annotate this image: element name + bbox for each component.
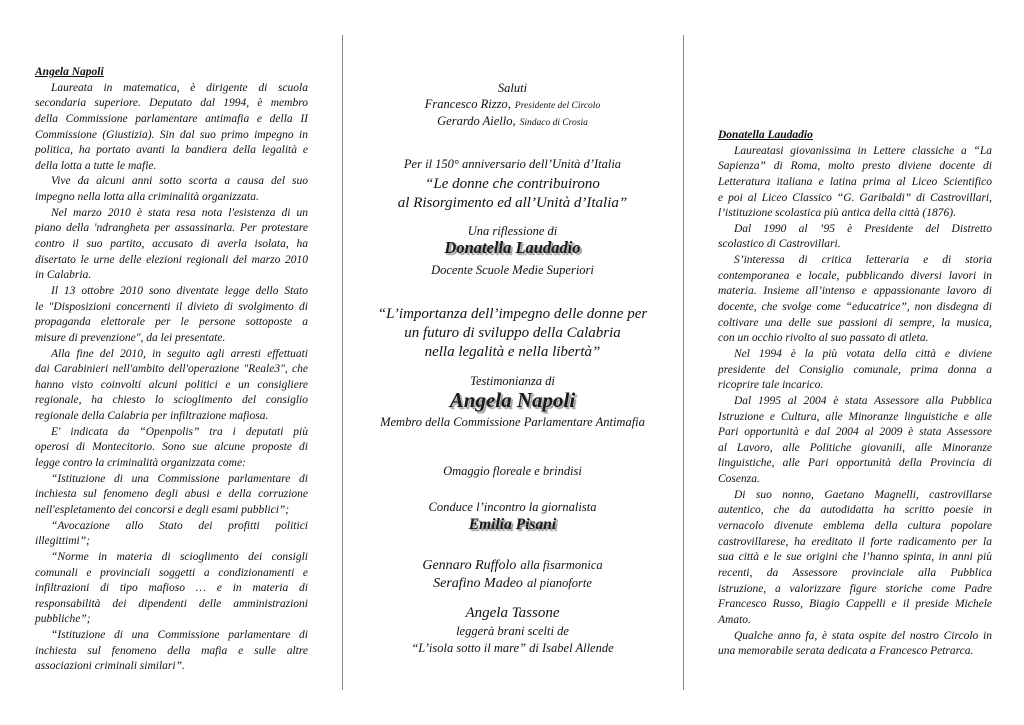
text-line: vernacolo divenute emblema della cultura popolare: [718, 520, 992, 533]
greetings-title: Saluti: [497, 81, 528, 95]
text-line: associazioni criminali similari”.: [35, 660, 185, 673]
musician-instrument: alla fisarmonica: [520, 558, 603, 572]
testimony-speaker-name: Angela Napoli: [449, 388, 576, 412]
text-line: secondaria superiore. Deputato dal 1994, è membro: [35, 97, 308, 110]
text-line: le "Disposizioni concernenti il divieto di svolgimento di: [35, 300, 308, 313]
text-line: comunali e provinciali soggetti a condizionamenti e: [35, 566, 308, 579]
greeting-speaker: [342, 95, 683, 113]
paragraph: [35, 206, 308, 284]
speaker-role: Presidente del Circolo: [514, 101, 601, 111]
speaker-name: Gerardo Aiello,: [437, 114, 516, 128]
moderator-name: Emilia Pisani: [468, 516, 557, 533]
reflection-speaker-role: Docente Scuole Medie Superiori: [431, 263, 594, 277]
musician-line: [342, 555, 683, 575]
paragraph: [35, 425, 308, 472]
biography-heading: Donatella Laudadio: [718, 129, 813, 141]
text-line: Laureatasi giovanissima in Lettere classiche a “La: [734, 144, 992, 157]
text-line: misure di prevenzione", da lei presentate.: [35, 331, 226, 344]
speaker-role: Sindaco di Crosia: [519, 118, 588, 128]
text-line: regionale, ha chiesto lo scioglimento del consiglio: [35, 394, 308, 407]
paragraph: [35, 347, 308, 425]
event-title-line: “Le donne che contribuirono: [425, 176, 600, 192]
text-line: contemporanea e locale, pubblicando diversi lavori in: [718, 269, 992, 282]
text-line: propaganda elettorale per le persone sottoposte a: [35, 316, 308, 329]
text-line: in Calabria.: [35, 269, 92, 282]
text-line: Nel marzo 2010 è stata resa nota l'esistenza di un: [51, 206, 308, 219]
text-line: ricoprire tale incarico.: [718, 379, 824, 392]
text-line: docente, che svolge come “educatrice”, non disdegna di: [718, 301, 992, 314]
text-line: impegno nella lotta alla criminalità organizzata.: [35, 191, 259, 204]
paragraph: [718, 629, 992, 660]
text-line: illegittimi”;: [35, 535, 90, 548]
text-line: istruzione, a valorizzare figure storiche come Padre: [718, 582, 992, 595]
text-line: recenti, da Assessore provinciale alla Pubblica: [718, 566, 992, 579]
panel-donatella-laudadio-biography: [718, 128, 992, 660]
paragraph: [35, 519, 308, 550]
text-line: Laureata in matematica, è dirigente di scuola: [51, 81, 308, 94]
musician-instrument: al pianoforte: [526, 576, 592, 590]
paragraph: [35, 174, 308, 205]
text-line: responsabilità dei dipendenti delle amministrazioni: [35, 597, 308, 610]
text-line: regionale della Calabria per infiltrazione mafiosa.: [35, 410, 269, 423]
panel-angela-napoli-biography: [35, 65, 308, 675]
text-line: Vive da alcuni anni sotto scorta a causa del suo: [51, 175, 308, 188]
paragraph: [718, 488, 992, 629]
biography-heading: Angela Napoli: [35, 66, 104, 78]
paragraph: [718, 144, 992, 222]
text-line: Di suo nonno, Gaetano Magnelli, castrovillarse: [734, 488, 992, 501]
testimony-intro: Testimonianza di: [470, 374, 555, 388]
text-line: legge contro la criminalità organizzata come:: [35, 457, 246, 470]
paragraph: [35, 628, 308, 675]
reading-work: “L’isola sotto il mare” di Isabel Allende: [411, 641, 614, 655]
text-line: contro il suo partito, accusato di averla isolata, ha: [35, 238, 308, 251]
reflection-title-line: “L’importanza dell’impegno delle donne per: [377, 306, 648, 322]
text-line: politica, ha portato avanti la bandiera della legalità e: [35, 144, 308, 157]
paragraph: [35, 550, 308, 628]
paragraph: [718, 222, 992, 253]
text-line: Cosenza.: [718, 473, 760, 486]
text-line: Qualche anno fa, è stata ospite del nostro Circolo in: [734, 629, 992, 642]
text-line: della Commissione parlamentare antimafia e della II: [35, 112, 308, 125]
text-line: Sapienza” di Roma, molto presto diviene docente di: [718, 160, 992, 173]
text-line: Alla fine del 2010, in seguito agli arresti effettuati: [51, 347, 308, 360]
text-line: piano della 'ndrangheta per assassinarla. Per protestare: [35, 222, 308, 235]
text-line: Pari opportunità e dal 2004 al 2009 è stata Assessore: [718, 426, 992, 439]
text-line: Letteratura italiana e latina prima al Liceo Scientifico: [718, 175, 992, 188]
paragraph: [718, 253, 992, 347]
reading-action: leggerà brani scelti de: [456, 624, 569, 638]
text-line: nell'espletamento dei concorsi e degli esami pubblici”;: [35, 503, 290, 516]
fold-divider-right: [683, 35, 684, 690]
paragraph: [718, 347, 992, 394]
text-line: inchiesta sul fenomeno della mafia e sulle altre: [35, 644, 308, 657]
text-line: materia. Insieme all’intenso e appassionante lavoro di: [718, 285, 992, 298]
text-line: infiltrazioni di tipo mafioso … e in materia di: [35, 582, 308, 595]
event-title-line: al Risorgimento ed all’Unità d’Italia”: [397, 195, 628, 211]
occasion-line: Per il 150° anniversario dell’Unità d’Italia: [403, 157, 622, 171]
text-line: Istruzione e Cultura, alle Minoranze linguistiche e alle: [718, 410, 992, 423]
paragraph: [35, 284, 308, 347]
text-line: della lotta a tutte le mafie.: [35, 159, 157, 172]
text-line: “Avocazione allo Stato dei profitti politici: [51, 519, 308, 532]
text-line: Commissione (Giustizia). Sin dal suo primo impegno in: [35, 128, 308, 141]
text-line: “Istituzione di una Commissione parlamentare di: [51, 629, 308, 642]
testimony-speaker-role: Membro della Commissione Parlamentare Antimafia: [380, 415, 645, 429]
text-line: una memorabile serata dedicata a Francesco Petrarca.: [718, 645, 974, 658]
text-line: Il 13 ottobre 2010 sono diventate legge dello Stato: [51, 284, 308, 297]
paragraph: [35, 81, 308, 175]
text-line: l’istituzione scolastica più antica della città (1876).: [718, 207, 956, 220]
text-line: scolastico di Castrovillari.: [718, 238, 841, 251]
speaker-name: Francesco Rizzo,: [424, 97, 511, 111]
musician-name: Gennaro Ruffolo: [422, 558, 517, 573]
moderator-intro: Conduce l’incontro la giornalista: [428, 500, 597, 514]
text-line: disertato le urne delle elezioni regionali del marzo 2010: [35, 253, 308, 266]
text-line: pubbliche”;: [35, 613, 91, 626]
text-line: Francesco Russo, Biagio Cappelli e il preside Michele: [718, 598, 992, 611]
text-line: sua città e le sue origini che l’hanno spinta, in anni più: [718, 551, 992, 564]
text-line: Nel 1994 è la più votata della città e diviene: [734, 347, 992, 360]
greeting-speaker: [342, 112, 683, 130]
tribute-line: Omaggio floreale e brindisi: [443, 464, 582, 478]
text-line: autentico, che da autodidatta ha scritto poesie in: [718, 504, 992, 517]
reader-name: Angela Tassone: [465, 605, 560, 621]
musician-line: [342, 573, 683, 593]
reflection-speaker-name: Donatella Laudadio: [444, 238, 581, 257]
text-line: con un occhio rivolto al suo passato di atleta.: [718, 332, 929, 345]
reflection-title-line: nella legalità e nella libertà”: [424, 344, 601, 360]
text-line: “Norme in materia di scioglimento dei consigli: [51, 550, 308, 563]
text-line: coltivare una delle sue passioni di sempre, la musica,: [718, 316, 992, 329]
paragraph: [718, 394, 992, 488]
musician-name: Serafino Madeo: [433, 576, 523, 591]
text-line: e poi al Liceo Classico “G. Garibaldi” di Castrovillari,: [718, 191, 992, 204]
paragraph: [35, 472, 308, 519]
text-line: Dal 1995 al 2004 è stata Assessore alla Pubblica: [734, 394, 992, 407]
text-line: Amato.: [718, 613, 751, 626]
reflection-intro: Una riflessione di: [467, 224, 558, 238]
text-line: presidente del Consiglio comunale, prima donna a: [718, 363, 992, 376]
text-line: hanno visto coinvolti alcuni politici e un consigliere: [35, 378, 308, 391]
text-line: S’interessa di critica letteraria e di storia: [734, 254, 992, 267]
text-line: operosi di Montecitorio. Sono sue alcune proposte di: [35, 441, 308, 454]
text-line: inchiesta sul fenomeno degli abusi e della corruzione: [35, 488, 308, 501]
text-line: “Istituzione di una Commissione parlamentare di: [51, 472, 308, 485]
text-line: castrovillarese, ha ereditato il forte radicamento per la: [718, 535, 992, 548]
text-line: E' indicata da “Openpolis” tra i deputati più: [51, 425, 308, 438]
text-line: al Lavoro, alle Politiche giovanili, alle Minoranze: [718, 441, 992, 454]
text-line: dai Carabinieri nell'ambito dell'operazione "Reale3", che: [35, 363, 308, 376]
reflection-title-line: un futuro di sviluppo della Calabria: [404, 325, 621, 341]
panel-event-program: [342, 0, 683, 725]
text-line: Dal 1990 al ’95 è Presidente del Distretto: [734, 222, 992, 235]
text-line: linguistiche, alle Pari opportunità della Provincia di: [718, 457, 992, 470]
